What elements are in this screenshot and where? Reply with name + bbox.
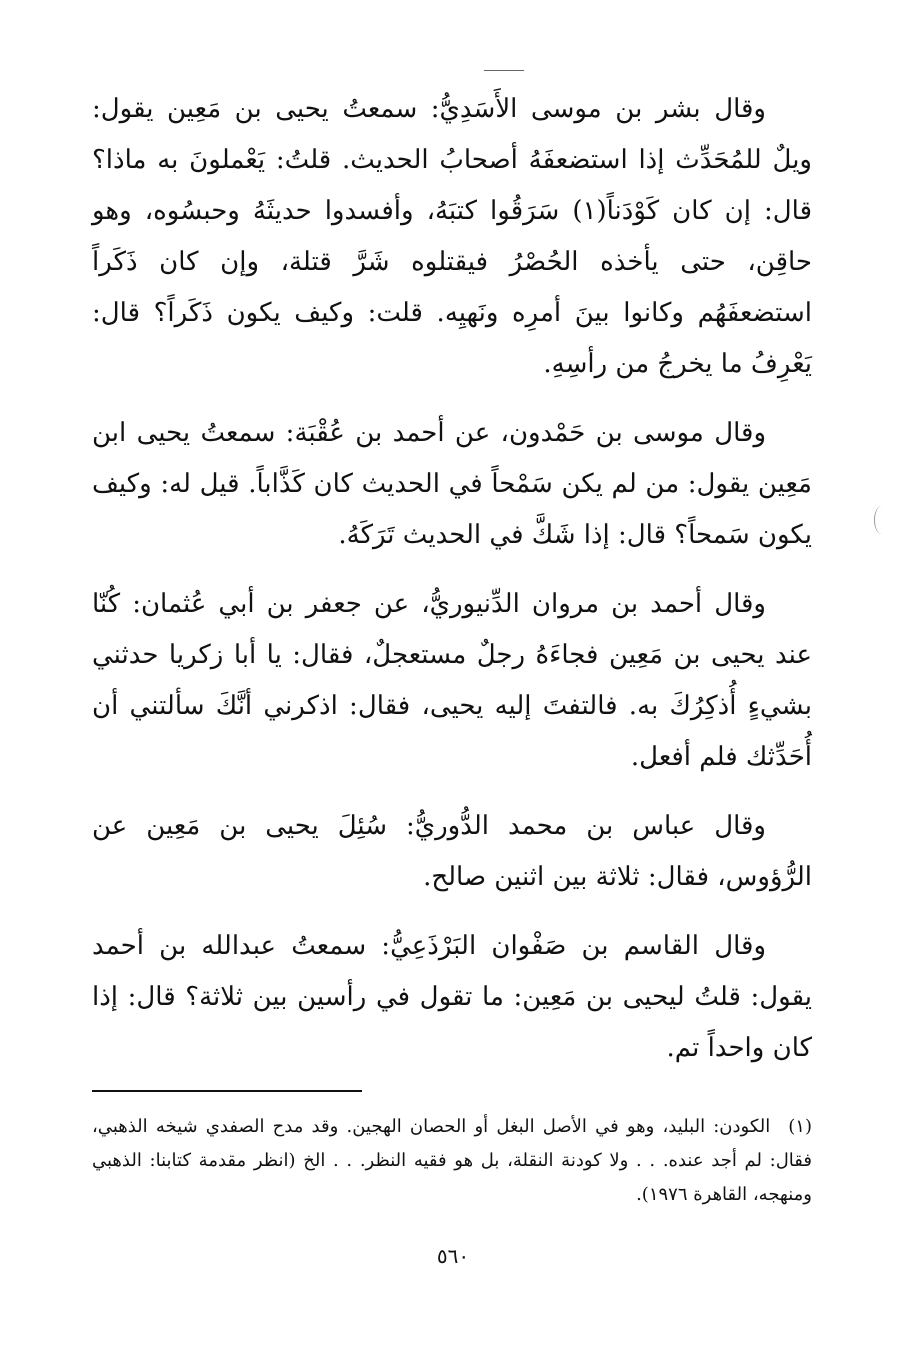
paragraph-2: وقال موسى بن حَمْدون، عن أحمد بن عُقْبَة: سمعتُ يحيى ابن مَعِين يقول: من لم يكن سَمْحاً في الحديث كان كَذَّاباً. قيل له: وكيف يكون سَمحاً؟ قال: إذا شَكَّ في الحديث تَرَكَهُ.: [92, 418, 812, 550]
main-text: [92, 84, 812, 1092]
paragraph-4: وقال عباس بن محمد الدُّوريُّ: سُئِلَ يحيى بن مَعِين عن الرُّؤوس، فقال: ثلاثة بين اثنين صالح.: [92, 811, 812, 892]
footnote-text: الكودن: البليد، وهو في الأصل البغل أو الحصان الهجين. وقد مدح الصفدي شيخه الذهبي، فقال: لم أجد عنده. . . ولا كودنة النقلة، بل هو فقيه النظر. . . الخ (انظر مقدمة كتابنا: الذهبي ومنهجه، القاهرة ١٩٧٦).: [92, 1116, 812, 1205]
footnote: [92, 1110, 812, 1212]
overline-mark: [484, 70, 524, 71]
paragraph-3: وقال أحمد بن مروان الدِّنيوريُّ، عن جعفر بن أبي عُثمان: كُنّا عند يحيى بن مَعِين فجاءَهُ رجلٌ مستعجلٌ، فقال: يا أبا زكريا حدثني بشيءٍ أُذكِرُكَ به. فالتفتَ إليه يحيى، فقال: اذكرني أنَّكَ سألتني أن أُحَدِّثك فلم أفعل.: [92, 589, 812, 772]
footnote-separator: [92, 1090, 362, 1092]
paragraph-1: وقال بشر بن موسى الأَسَدِيُّ: سمعتُ يحيى بن مَعِين يقول: ويلٌ للمُحَدِّث إذا استضعفَهُ أصحابُ الحديث. قلتُ: يَعْملونَ به ماذا؟ قال: إن كان كَوْدَناً(١) سَرَقُوا كتبَهُ، وأفسدوا حديثَهُ وحبسُوه، وهو حاقِن، حتى يأخذه الحُصْرُ فيقتلوه شَرَّ قتلة، وإن كان ذَكَراً استضعفَهُم وكانوا بينَ أمرِه ونَهيِه. قلت: وكيف يكون ذَكَراً؟ قال: يَعْرِفُ ما يخرجُ من رأسِهِ.: [92, 94, 812, 379]
margin-mark: [874, 506, 889, 534]
paragraph-5: وقال القاسم بن صَفْوان البَرْذَعِيُّ: سمعتُ عبدالله بن أحمد يقول: قلتُ ليحيى بن مَعِين: ما تقول في رأسين بين ثلاثة؟ قال: إذا كان واحداً تم.: [92, 931, 812, 1063]
page-number: ٥٦٠: [436, 1244, 470, 1268]
footnote-marker: (١): [788, 1116, 812, 1137]
